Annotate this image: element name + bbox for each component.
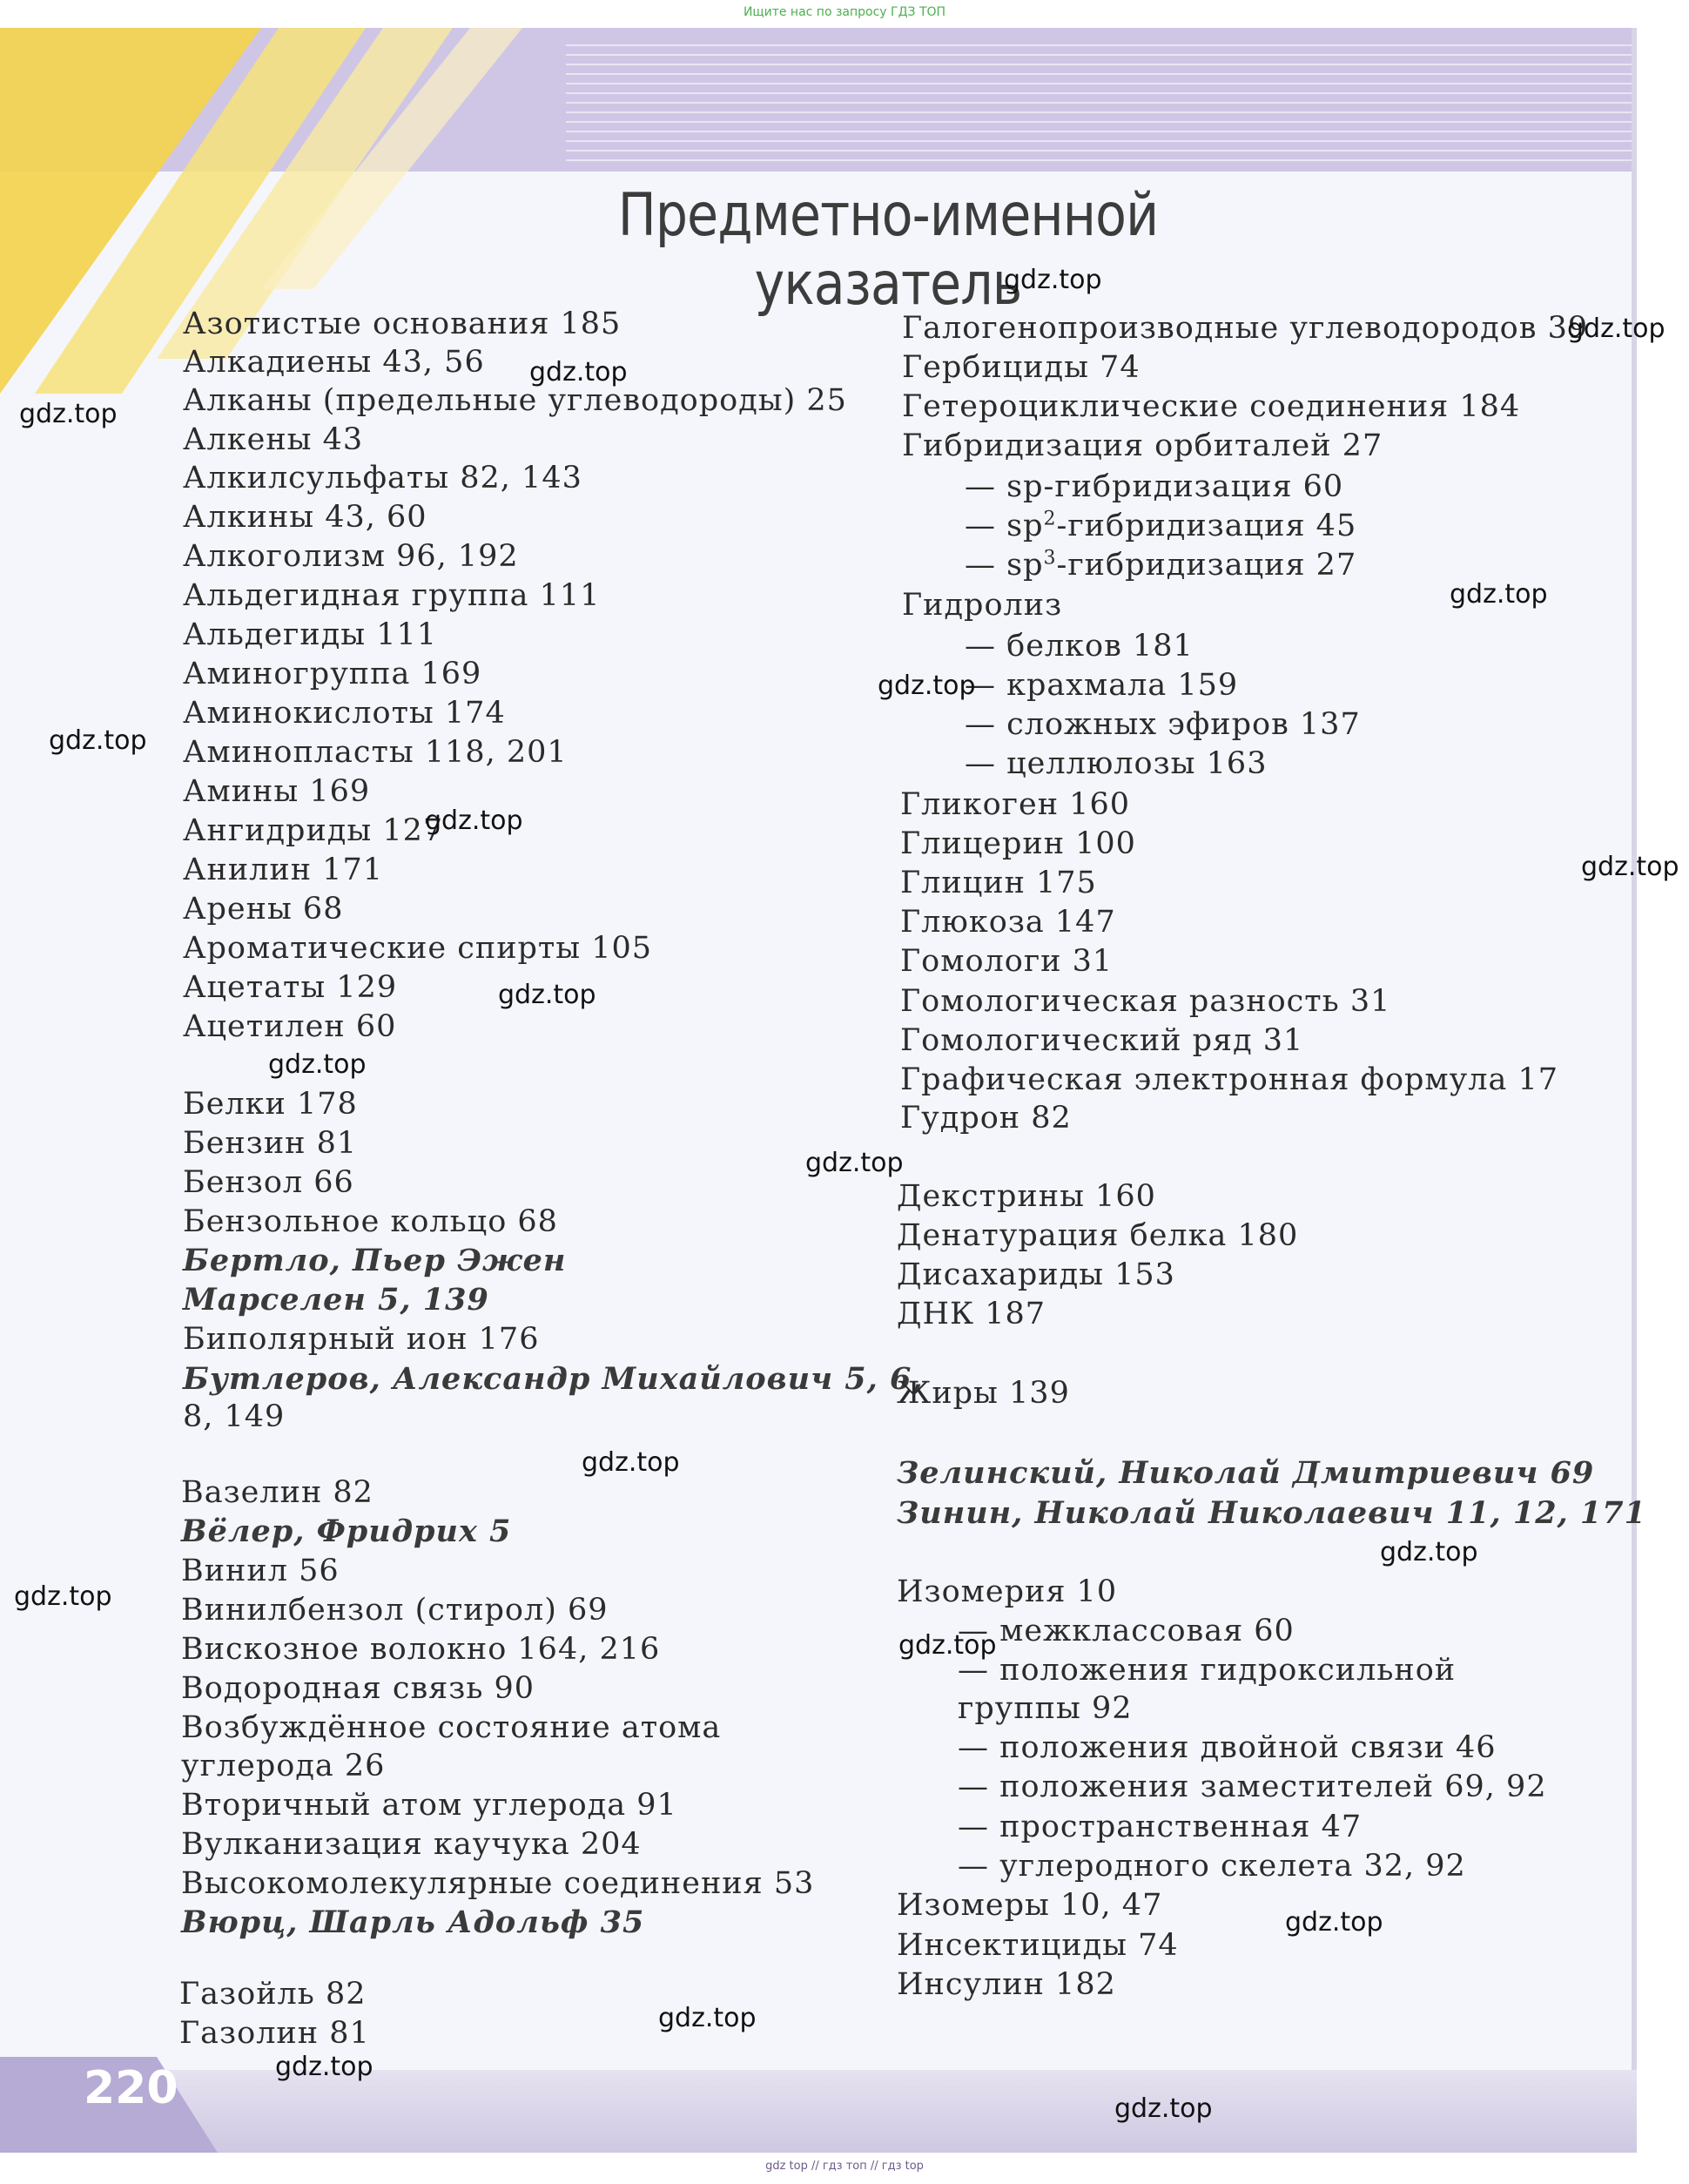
watermark: gdz.top <box>1567 313 1665 344</box>
index-entry: Жиры 139 <box>897 1376 1070 1411</box>
index-entry: Белки 178 <box>183 1087 358 1122</box>
index-entry: Винилбензол (стирол) 69 <box>181 1593 609 1628</box>
index-entry: Гудрон 82 <box>900 1101 1072 1136</box>
index-entry: Графическая электронная формула 17 <box>900 1062 1559 1097</box>
index-entry: Гомологический ряд 31 <box>900 1023 1304 1058</box>
index-entry: Инсектициды 74 <box>897 1928 1179 1963</box>
index-subentry <box>965 546 1356 584</box>
index-entry: Биполярный ион 176 <box>183 1322 540 1357</box>
index-entry: Альдегидная группа 111 <box>183 578 601 613</box>
sp-superscript: 2 <box>1043 508 1057 530</box>
index-subentry: — целлюлозы 163 <box>965 746 1268 781</box>
watermark: gdz.top <box>1114 2093 1213 2124</box>
index-entry: Глюкоза 147 <box>900 905 1116 940</box>
index-entry: Гомологическая разность 31 <box>900 984 1391 1019</box>
index-entry: Аминопласты 118, 201 <box>183 735 568 770</box>
index-entry: Вторичный атом углерода 91 <box>181 1788 677 1823</box>
index-entry: Альдегиды 111 <box>183 617 438 652</box>
page-title: Предметно-именной указатель <box>617 181 1159 319</box>
watermark: gdz.top <box>425 806 523 836</box>
index-entry: Алкоголизм 96, 192 <box>183 539 519 574</box>
index-entry: Аминогруппа 169 <box>183 657 482 691</box>
index-subentry <box>965 507 1356 545</box>
index-entry: Ацетаты 129 <box>183 970 398 1005</box>
watermark: gdz.top <box>898 1630 997 1661</box>
index-subentry: — белков 181 <box>965 629 1194 664</box>
watermark: gdz.top <box>658 2003 757 2033</box>
index-entry: Инсулин 182 <box>897 1967 1116 2002</box>
index-entry: Азотистые основания 185 <box>183 307 622 341</box>
watermark: gdz.top <box>1450 579 1548 610</box>
watermark: gdz.top <box>268 1049 367 1080</box>
index-subentry: — положения двойной связи 46 <box>958 1730 1497 1765</box>
index-entry: Алкены 43 <box>183 422 364 457</box>
index-subentry: группы 92 <box>958 1691 1133 1726</box>
index-entry: Возбуждённое состояние атома <box>181 1710 722 1745</box>
index-entry: Водородная связь 90 <box>181 1671 535 1706</box>
header-band-lines <box>566 37 1637 167</box>
index-entry-person: Зелинский, Николай Дмитриевич 69 <box>897 1455 1595 1491</box>
index-subentry: — межклассовая 60 <box>958 1614 1295 1648</box>
sp-suffix: -гибридизация 27 <box>1056 548 1357 583</box>
index-entry: углерода 26 <box>181 1749 386 1783</box>
index-entry: Глицин 175 <box>900 866 1097 900</box>
index-entry: ДНК 187 <box>897 1297 1046 1331</box>
index-subentry: — положения заместителей 69, 92 <box>958 1769 1547 1804</box>
index-entry: Бензол 66 <box>183 1165 354 1200</box>
index-subentry: — положения гидроксильной <box>958 1653 1457 1688</box>
index-entry: Ацетилен 60 <box>183 1009 397 1044</box>
watermark: gdz.top <box>529 357 628 388</box>
sp-prefix: — sp <box>965 548 1044 583</box>
index-entry: Вулканизация каучука 204 <box>181 1827 642 1862</box>
index-entry: Анилин 171 <box>183 853 383 887</box>
index-entry: 8, 149 <box>183 1399 286 1434</box>
watermark: gdz.top <box>275 2052 373 2082</box>
index-entry: Бензин 81 <box>183 1126 358 1161</box>
index-entry: Бензольное кольцо 68 <box>183 1204 558 1239</box>
index-entry: Гетероциклические соединения 184 <box>902 389 1521 424</box>
watermark: gdz.top <box>19 399 118 429</box>
index-subentry: — сложных эфиров 137 <box>965 707 1361 742</box>
index-entry-person: Бутлеров, Александр Михайлович 5, 6, <box>183 1361 924 1397</box>
index-entry-person: Бертло, Пьер Эжен <box>183 1243 567 1278</box>
index-entry: Изомерия 10 <box>897 1574 1118 1609</box>
index-entry: Алкадиены 43, 56 <box>183 345 485 380</box>
index-entry: Вискозное волокно 164, 216 <box>181 1632 661 1667</box>
index-entry: Гликоген 160 <box>900 787 1130 822</box>
watermark: gdz.top <box>805 1148 904 1178</box>
page-number: 220 <box>84 2062 178 2114</box>
watermark: gdz.top <box>1581 852 1679 882</box>
index-entry-person: Вюрц, Шарль Адольф 35 <box>181 1904 645 1940</box>
index-entry: Дисахариды 153 <box>897 1257 1175 1292</box>
index-entry: Ангидриды 127 <box>183 813 444 848</box>
index-entry: Денатурация белка 180 <box>897 1218 1299 1253</box>
watermark: gdz.top <box>1380 1537 1478 1567</box>
index-entry: Газолин 81 <box>179 2016 370 2051</box>
index-entry-person: Марселен 5, 139 <box>183 1282 489 1318</box>
sp-suffix: -гибридизация 45 <box>1056 509 1357 543</box>
index-entry-person: Вёлер, Фридрих 5 <box>181 1513 512 1549</box>
index-entry: Амины 169 <box>183 774 371 809</box>
index-subentry: — крахмала 159 <box>965 668 1239 703</box>
footer-note: gdz top // гдз топ // гдз top <box>765 2160 924 2173</box>
index-entry: Газойль 82 <box>179 1977 367 2012</box>
index-subentry: — пространственная 47 <box>958 1810 1363 1844</box>
index-entry: Ароматические спирты 105 <box>183 931 653 966</box>
index-entry: Алкины 43, 60 <box>183 500 427 535</box>
index-entry: Высокомолекулярные соединения 53 <box>181 1866 815 1901</box>
page-edge <box>1632 28 1637 2153</box>
index-entry: Гидролиз <box>902 588 1063 623</box>
index-entry: Алкилсульфаты 82, 143 <box>183 461 582 495</box>
watermark: gdz.top <box>582 1447 680 1478</box>
index-entry: Винил 56 <box>181 1554 340 1588</box>
sp-prefix: — sp <box>965 509 1044 543</box>
index-entry-person: Зинин, Николай Николаевич 11, 12, 171 <box>897 1495 1646 1531</box>
watermark: gdz.top <box>1004 265 1102 295</box>
index-entry: Арены 68 <box>183 892 344 927</box>
watermark: gdz.top <box>498 980 596 1010</box>
watermark: gdz.top <box>49 725 147 756</box>
index-entry: Глицерин 100 <box>900 826 1136 861</box>
index-entry: Декстрины 160 <box>897 1179 1156 1214</box>
index-entry: Галогенопроизводные углеводородов 39 <box>902 311 1589 346</box>
index-entry: Гомологи 31 <box>900 944 1114 979</box>
index-entry: Гибридизация орбиталей 27 <box>902 428 1383 463</box>
header-note: Ищите нас по запросу ГДЗ ТОП <box>743 5 946 19</box>
footer-band <box>0 2070 1637 2153</box>
index-entry: Алканы (предельные углеводороды) 25 <box>183 383 847 418</box>
index-entry: Аминокислоты 174 <box>183 696 506 731</box>
watermark: gdz.top <box>878 671 976 701</box>
watermark: gdz.top <box>1285 1907 1383 1938</box>
sp-superscript: 3 <box>1043 547 1057 570</box>
index-entry: Вазелин 82 <box>181 1475 373 1510</box>
watermark: gdz.top <box>14 1581 112 1612</box>
index-subentry: — sp-гибридизация 60 <box>965 469 1344 504</box>
index-entry: Изомеры 10, 47 <box>897 1888 1163 1923</box>
index-entry: Гербициды 74 <box>902 350 1141 385</box>
index-subentry: — углеродного скелета 32, 92 <box>958 1849 1466 1884</box>
